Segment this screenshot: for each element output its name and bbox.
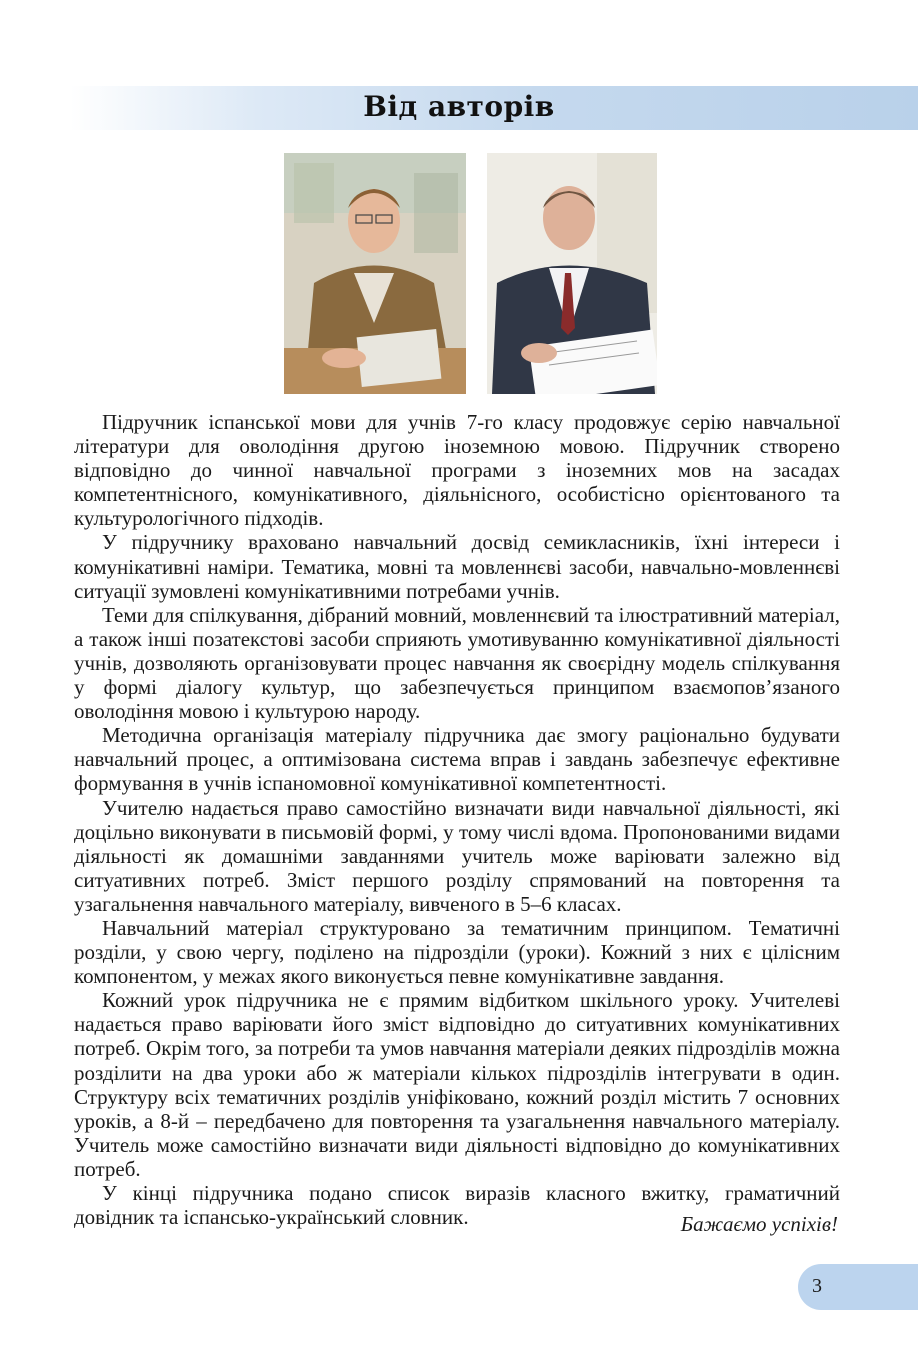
intro-text [74,410,840,1229]
page-title: Від авторів [363,90,555,123]
page-number: 3 [812,1275,822,1297]
paragraph: У підручнику враховано навчальний досвід семикласників, їхні інтереси і комунікативні наміри. Тематика, мовні та мовленнєві засоби, навчально-мовленнєві ситуації зумовлені комунікативними потребами учнів. [74,530,840,603]
paragraph: Навчальний матеріал структуровано за тематичним принципом. Тематичні розділи, у свою чергу, поділено на підрозділи (уроки). Кожний з них є цілісним компонентом, у межах якого виконується певне комунікативне завдання. [74,915,840,989]
author-photo-1 [284,153,466,394]
author-photo-2 [487,153,657,394]
paragraph: Учителю надається право самостійно визначати види навчальної діяльності, які доцільно виконувати в письмовій формі, у тому числі вдома. Пропонованими видами діяльності як домашніми завданнями учитель може варіювати залежно від ситуативних потреб. Зміст першого розділу спрямований на повторення та узагальнення навчального матеріалу, вивченого в 5–6 класах. [74,795,840,916]
author-photo-icon [487,153,657,394]
paragraph: У кінці підручника подано список виразів класного вжитку, граматичний довідник та іспансько-український словник. [74,1181,840,1230]
paragraph: Підручник іспанської мови для учнів 7-го класу продовжує серію навчальної літератури для оволодіння другою іноземною мовою. Підручник створено відповідно до чинної навчальної програми з іноземних мов на засадах компетентнісного, комунікативного, діяльнісного, особистісно орієнтованого та культурологічного підходів. [74,410,840,531]
signoff: Бажаємо успіхів! [680,1212,838,1236]
author-photo-icon [284,153,466,394]
paragraph: Методична організація матеріалу підручника дає змогу раціонально будувати навчальний процес, а оптимізована система вправ і завдань забезпечує ефективне формування в учнів іспаномовної комунікативної компетентності. [74,723,840,796]
paragraph: Кожний урок підручника не є прямим відбитком шкільного уроку. Учителеві надається право варіювати його зміст відповідно до ситуативних комунікативних потреб. Окрім того, за потреби та умов навчання матеріали деяких підрозділів можна розділити на два уроки або ж матеріали кількох підрозділів інтегрувати в один. Структуру всіх тематичних розділів уніфіковано, кожний розділ містить 7 основних уроків, а 8-й – передбачено для повторення та узагальнення навчального матеріалу. Учитель може самостійно визначати види діяльності відповідно до комунікативних потреб. [74,988,840,1181]
paragraph: Теми для спілкування, дібраний мовний, мовленнєвий та ілюстративний матеріал, а також інші позатекстові засоби сприяють умотивуванню комунікативної діяльності учнів, дозволяють організовувати процес навчання як своєрідну модель спілкування у формі діалогу культур, що забезпечується принципом взаємопов’язаного оволодіння мовою і культурою народу. [74,602,840,724]
